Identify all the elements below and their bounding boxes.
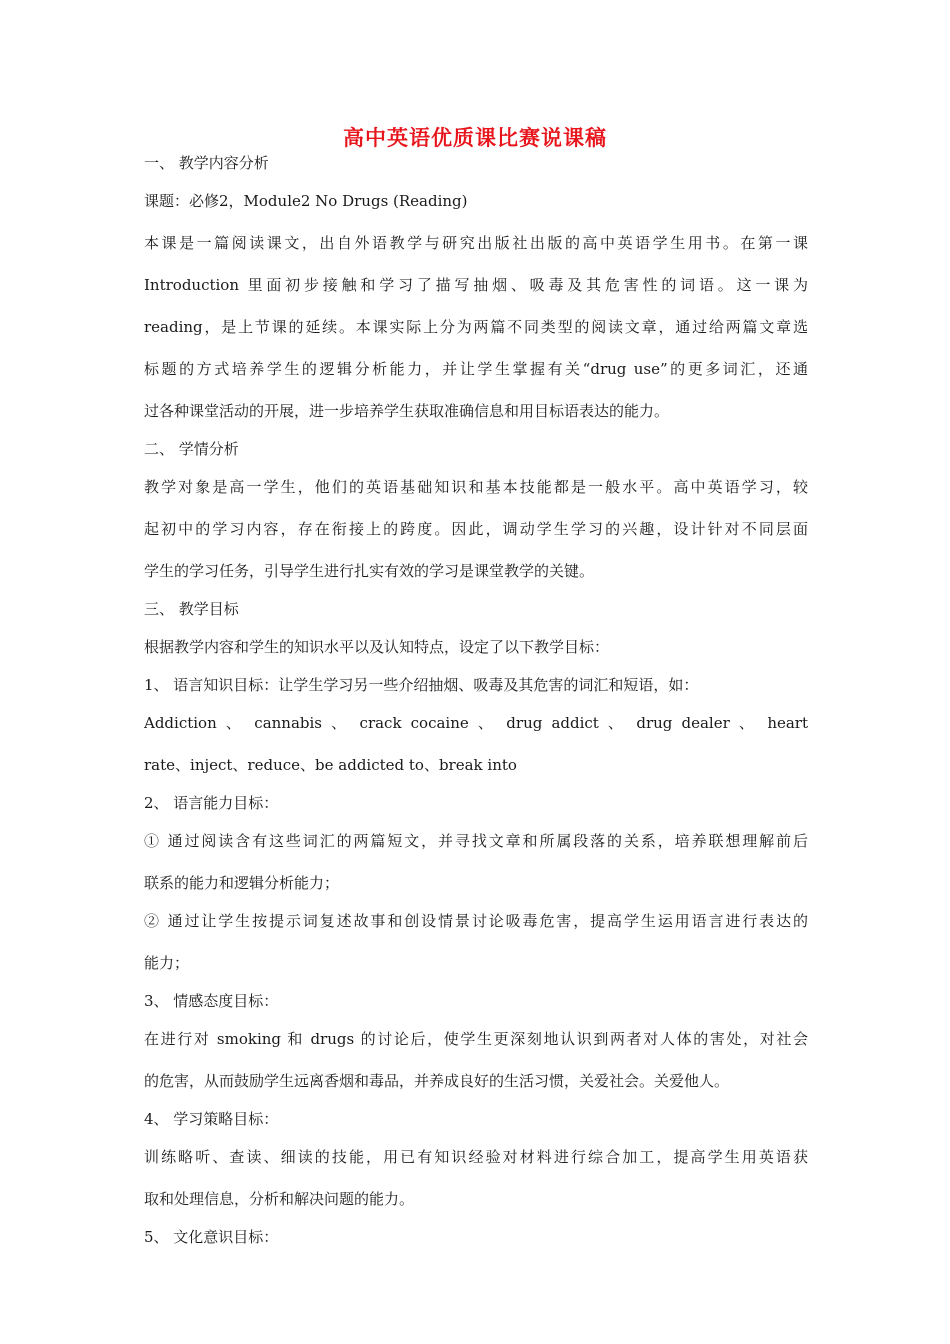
objective-item-1: 1、 语言知识目标：让学生学习另一些介绍抽烟、吸毒及其危害的词汇和短语，如： — [144, 676, 699, 694]
paragraph-line: ① 通过阅读含有这些词汇的两篇短文，并寻找文章和所属段落的关系，培养联想理解前后 — [144, 832, 808, 850]
paragraph-line: 标题的方式培养学生的逻辑分析能力，并让学生掌握有关“drug use”的更多词汇，还通 — [144, 360, 808, 378]
section-heading-3: 三、 教学目标 — [144, 600, 239, 618]
course-topic-line: 课题：必修2，Module2 No Drugs (Reading) — [144, 192, 468, 210]
paragraph-line: ② 通过让学生按提示词复述故事和创设情景讨论吸毒危害，提高学生运用语言进行表达的 — [144, 912, 808, 930]
paragraph-line: 本课是一篇阅读课文，出自外语教学与研究出版社出版的高中英语学生用书。在第一课 — [144, 234, 808, 252]
paragraph-line: 训练略听、查读、细读的技能，用已有知识经验对材料进行综合加工，提高学生用英语获 — [144, 1148, 808, 1166]
paragraph-line: 联系的能力和逻辑分析能力； — [144, 874, 340, 892]
paragraph-line: 根据教学内容和学生的知识水平以及认知特点，设定了以下教学目标： — [144, 638, 610, 656]
document-title: 高中英语优质课比赛说课稿 — [343, 126, 607, 150]
section-heading-1: 一、 教学内容分析 — [144, 154, 269, 172]
section-heading-2: 二、 学情分析 — [144, 440, 239, 458]
paragraph-line: 能力； — [144, 954, 190, 972]
objective-item-3: 3、 情感态度目标： — [144, 992, 279, 1010]
paragraph-line: 在进行对 smoking 和 drugs 的讨论后，使学生更深刻地认识到两者对人体的害处，对社会 — [144, 1030, 808, 1048]
objective-item-2: 2、 语言能力目标： — [144, 794, 279, 812]
document-body — [144, 149, 808, 1249]
paragraph-line: 学生的学习任务，引导学生进行扎实有效的学习是课堂教学的关键。 — [144, 562, 595, 580]
paragraph-line: 过各种课堂活动的开展，进一步培养学生获取准确信息和用目标语表达的能力。 — [144, 402, 670, 420]
paragraph-line: 取和处理信息，分析和解决问题的能力。 — [144, 1190, 415, 1208]
paragraph-line: 的危害，从而鼓励学生远离香烟和毒品，并养成良好的生活习惯，关爱社会。关爱他人。 — [144, 1072, 730, 1090]
paragraph-line: 起初中的学习内容，存在衔接上的跨度。因此，调动学生学习的兴趣，设计针对不同层面 — [144, 520, 808, 538]
objective-item-5: 5、 文化意识目标： — [144, 1228, 279, 1246]
objective-item-4: 4、 学习策略目标： — [144, 1110, 279, 1128]
vocabulary-line: Addiction 、 cannabis 、 crack cocaine 、 drug addict 、 drug dealer 、 heart — [144, 714, 808, 732]
paragraph-line: Introduction 里面初步接触和学习了描写抽烟、吸毒及其危害性的词语。这一课为 — [144, 276, 808, 294]
paragraph-line: 教学对象是高一学生，他们的英语基础知识和基本技能都是一般水平。高中英语学习，较 — [144, 478, 808, 496]
paragraph-line: reading，是上节课的延续。本课实际上分为两篇不同类型的阅读文章，通过给两篇文章选 — [144, 318, 808, 336]
vocabulary-line: rate、inject、reduce、be addicted to、break into — [144, 756, 517, 774]
